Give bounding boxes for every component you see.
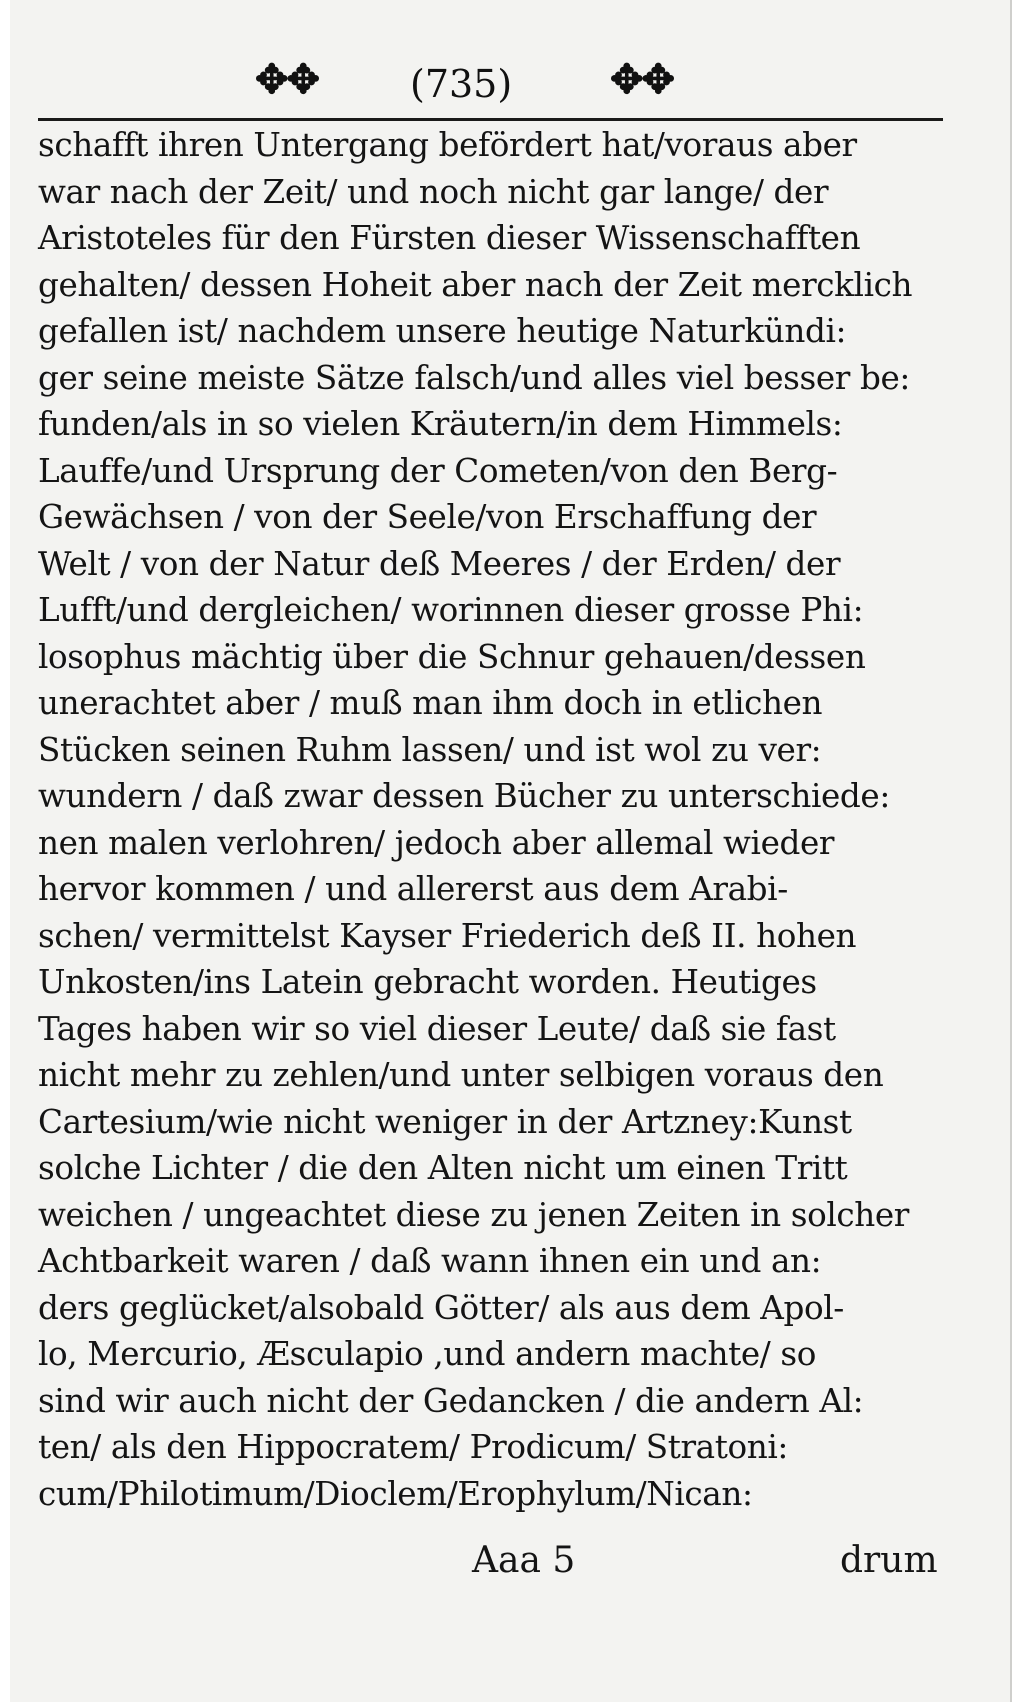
text-line: nen malen verlohren/ jedoch aber allemal wieder [38,822,835,862]
text-line: Stücken seinen Ruhm lassen/ und ist wol zu ver: [38,729,822,769]
text-line: hervor kommen / und allererst aus dem Arabi- [38,869,788,908]
text-line: Achtbarkeit waren / daß wann ihnen ein und an: [38,1241,822,1280]
text-line: Aristoteles für den Fürsten dieser Wissenschafften [38,218,861,257]
text-line: Gewächsen / von der Seele/von Erschaffung der [38,497,817,536]
text-line: schen/ vermittelst Kayser Friederich deß II. hohen [38,915,857,955]
text-line: Tages haben wir so viel dieser Leute/ daß sie fast [38,1008,836,1048]
text-line: weichen / ungeachtet diese zu jenen Zeiten in solcher [38,1194,910,1234]
left-ornament-icon: ✥✥ [255,56,319,103]
text-line: ders geglücket/alsobald Götter/ als aus dem Apol- [38,1287,844,1327]
page-header [10,48,1010,128]
text-body [38,122,948,1517]
text-line: lo, Mercurio, Æsculapio ,und andern machte/ so [38,1334,816,1373]
text-line: schafft ihren Untergang befördert hat/voraus aber [38,125,857,164]
text-line: unerachtet aber / muß man ihm doch in etlichen [38,683,823,722]
text-line: war nach der Zeit/ und noch nicht gar lange/ der [38,171,829,211]
book-page [10,0,1012,1702]
text-line: wundern / daß zwar dessen Bücher zu unterschiede: [38,776,890,815]
text-line: cum/Philotimum/Dioclem/Erophylum/Nican: [38,1473,753,1513]
text-line: losophus mächtig über die Schnur gehauen/dessen [38,636,866,676]
right-ornament-icon: ✥✥ [610,56,674,103]
text-line: Lufft/und dergleichen/ worinnen dieser grosse Phi: [38,590,864,629]
text-line: gehalten/ dessen Hoheit aber nach der Zeit mercklich [38,264,913,304]
text-line: solche Lichter / die den Alten nicht um einen Tritt [38,1148,848,1187]
text-line: gefallen ist/ nachdem unsere heutige Naturkündi: [38,311,847,350]
text-line: sind wir auch nicht der Gedancken / die andern Al: [38,1380,864,1420]
header-rule [38,118,943,121]
text-line: funden/als in so vielen Kräutern/in dem Himmels: [38,404,843,443]
page-number: (735) [410,62,513,106]
text-line: Welt / von der Natur deß Meeres / der Erden/ der [38,543,841,583]
text-line: Lauffe/und Ursprung der Cometen/von den Berg- [38,450,838,490]
text-line: ger seine meiste Sätze falsch/und alles viel besser be: [38,357,911,397]
catchword: drum [840,1540,938,1581]
text-line: Cartesium/wie nicht weniger in der Artzney:Kunst [38,1101,852,1141]
text-line: Unkosten/ins Latein gebracht worden. Heutiges [38,962,817,1001]
signature-mark: Aaa 5 [472,1540,576,1581]
text-line: ten/ als den Hippocratem/ Prodicum/ Stratoni: [38,1427,788,1466]
text-line: nicht mehr zu zehlen/und unter selbigen voraus den [38,1055,884,1094]
